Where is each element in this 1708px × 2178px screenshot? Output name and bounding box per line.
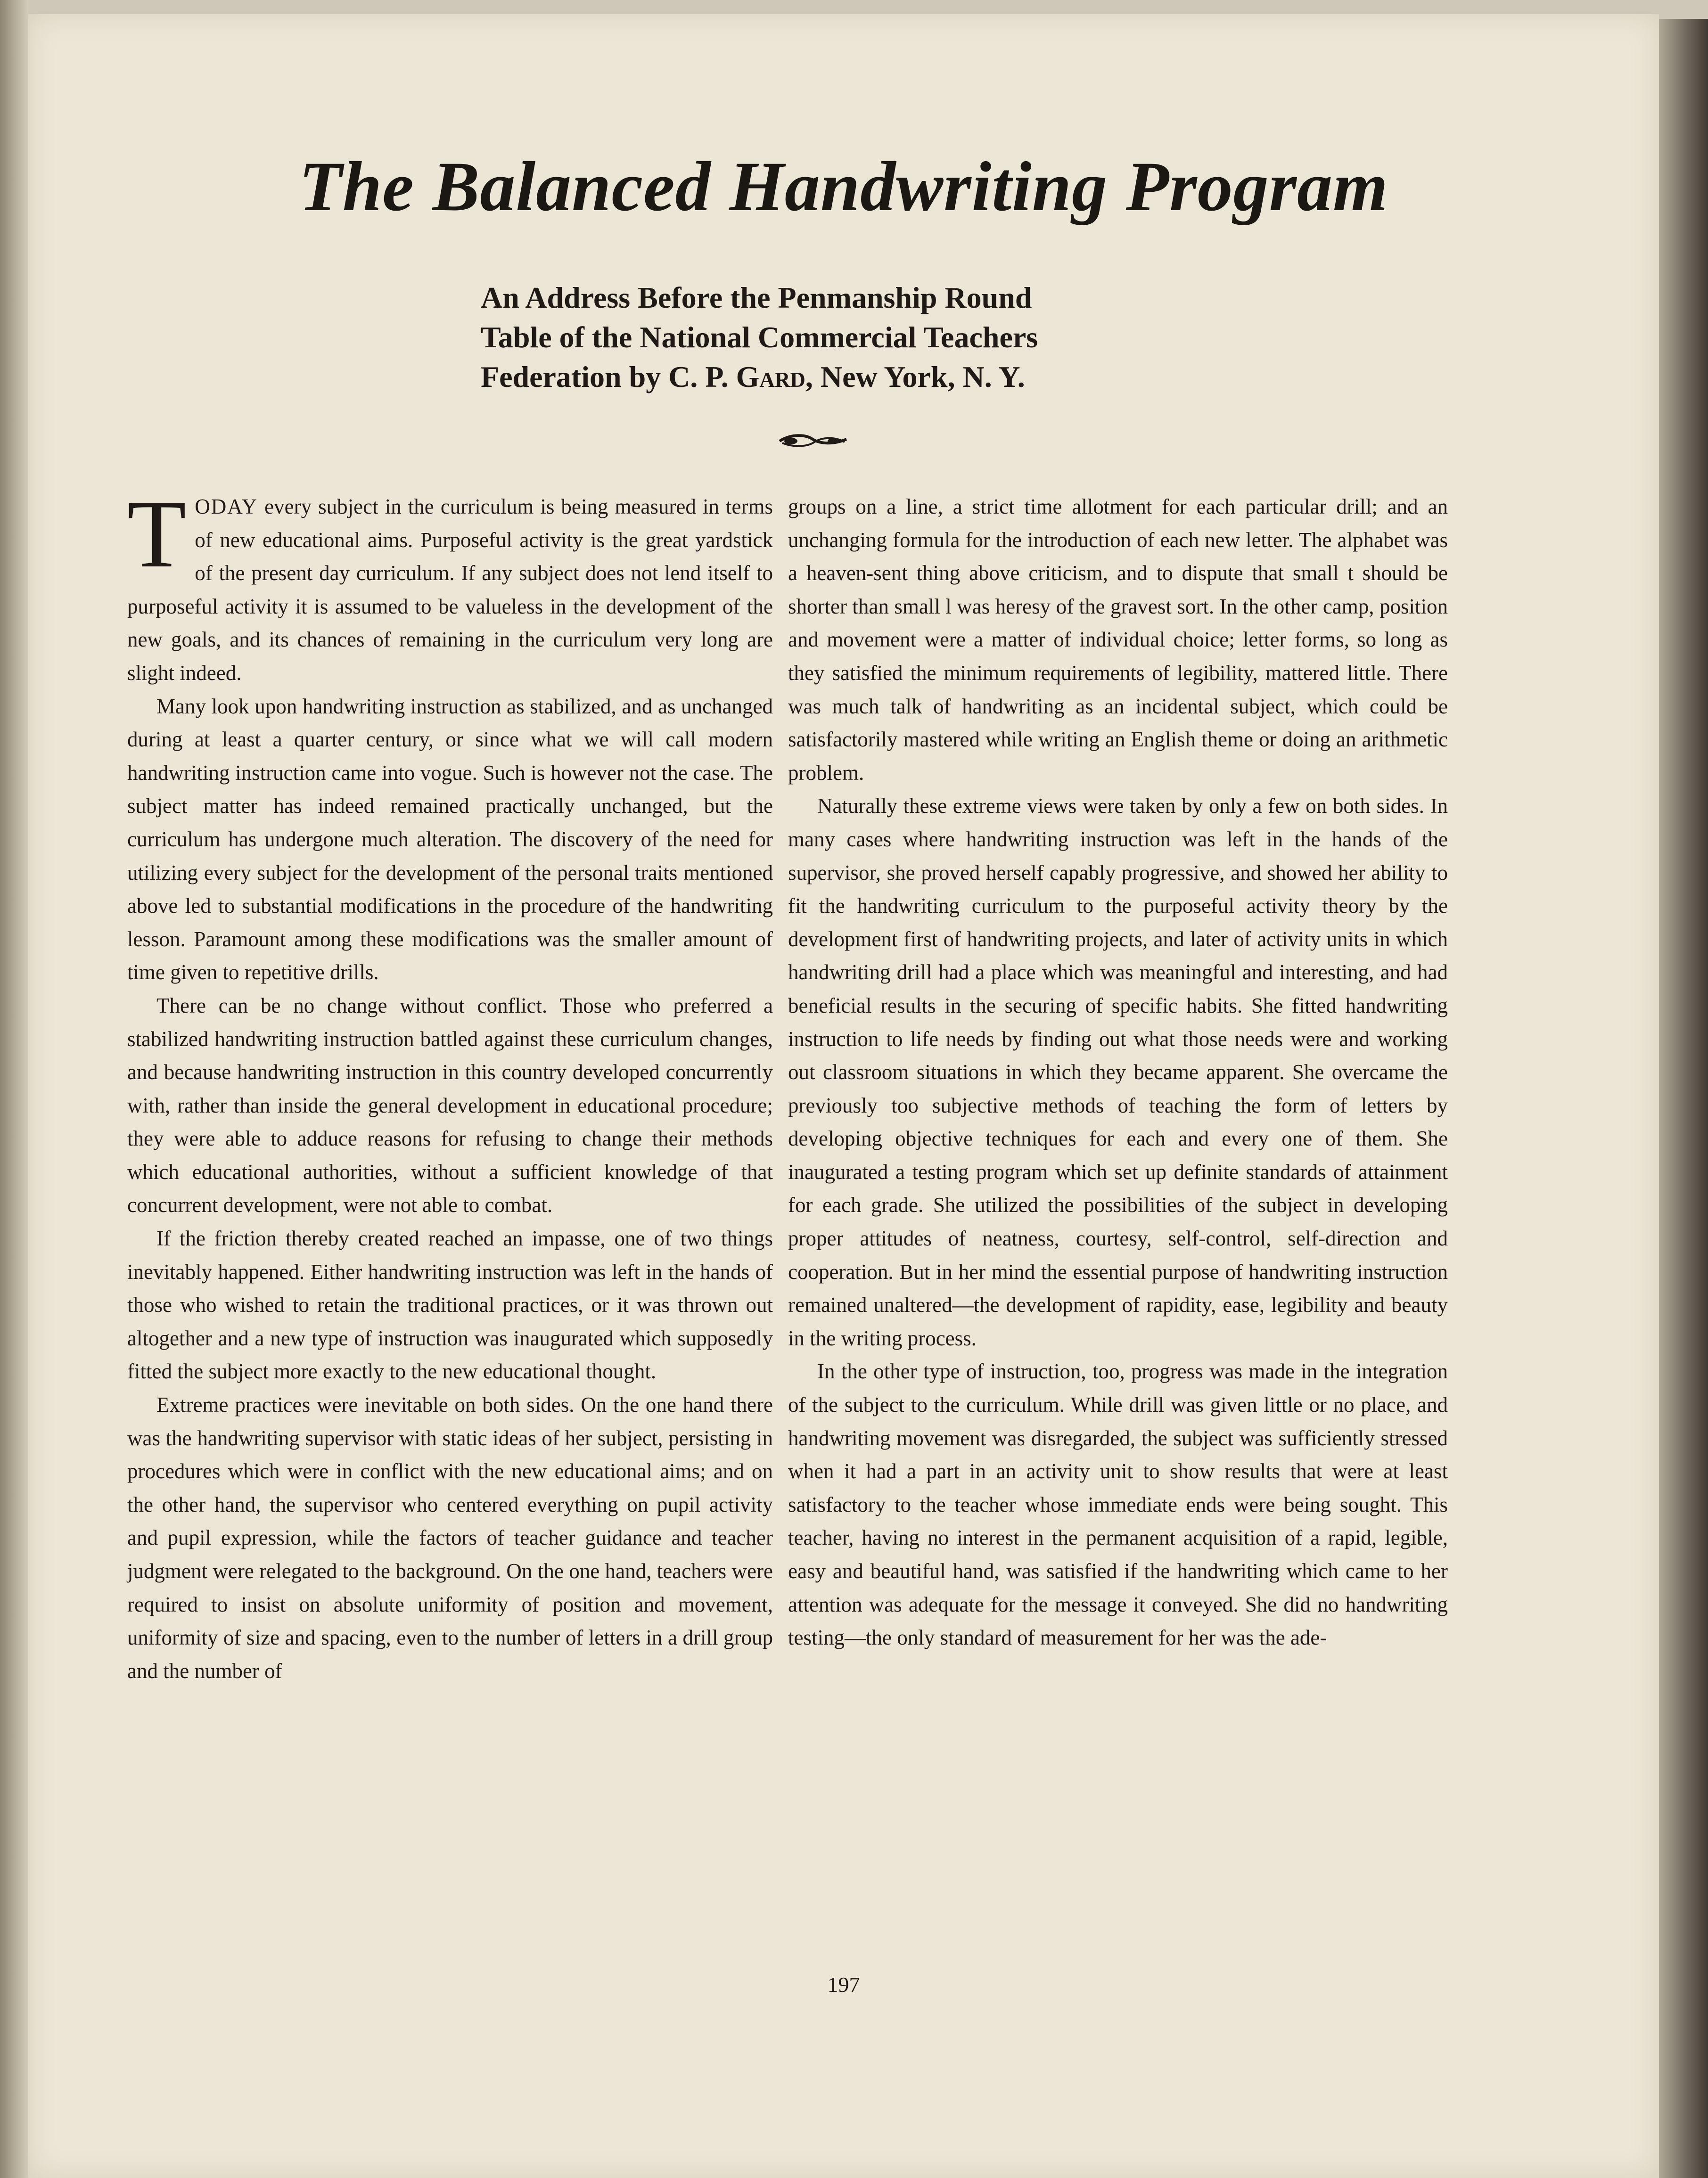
book-cover-edge [1656,19,1708,2178]
paragraph: Extreme practices were inevitable on both sides. On the one hand there was the handwriting supervisor with static ideas of her subject, persisting in procedures which were in conflict with the new educational aims; and on the other hand, the supervisor who centered everything on pupil activity and pupil expression, while the factors of teacher guidance and teacher judgment were relegated to the background. On the one hand, teachers were required to insist on absolute uniformity of position and movement, uniformity of size and spacing, even to the number of letters in a drill group and the number of [127,1393,773,1683]
printers-flourish-ornament-icon [778,429,848,452]
author-surname: Gard [736,360,805,393]
subtitle-line: Table of the National Commercial Teachers [481,320,1038,354]
subtitle-byline-prefix: Federation by C. P. [481,360,736,393]
page-number: 197 [827,1973,860,1997]
paragraph: Naturally these extreme views were taken by only a few on both sides. In many cases where handwriting instruction was left in the hands of the supervisor, she proved herself capably progressive, and showed her ability to fit the handwriting curriculum to the purposeful activity theory by the development first of handwriting projects, and later of activity units in which handwriting drill had a place which was meaningful and interesting, and had beneficial results in the securing of specific habits. She fitted handwriting instruction to life needs by finding out what those needs were and working out classroom situations in which they became apparent. She overcame the previously too subjective methods of teaching the form of letters by developing objective techniques for each and every one of them. She inaugurated a testing program which set up definite standards of attainment for each grade. She utilized the possibilities of the subject in developing proper attitudes of neatness, courtesy, self-control, self-direction and cooperation. But in her mind the essential purpose of handwriting instruction remained unaltered—the development of rapidity, ease, legibility and beauty in the writing process. [788,794,1448,1350]
subtitle-line: An Address Before the Penmanship Round [481,281,1032,314]
subtitle-line [481,357,1141,397]
paragraph [127,481,773,690]
drop-cap: T [127,481,187,588]
article-subtitle [481,278,1141,397]
paragraph-text: every subject in the curriculum is being measured in terms of new educational aims. Purposeful activity is the great yardstick of the present day curriculum. If any subject does not lend itself to purposeful activity it is assumed to be valueless in the development of the new goals, and its chances of remaining in the curriculum very long are slight indeed. [127,495,773,685]
lead-word: ODAY [195,495,258,518]
paragraph: Many look upon handwriting instruction as stabilized, and as unchanged during at least a quarter century, or since what we will call modern handwriting instruction came into vogue. Such is however not the case. The subject matter has indeed remained practically unchanged, but the curriculum has undergone much alteration. The discovery of the need for utilizing every subject for the development of the personal traits mentioned above led to substantial modifications in the procedure of the handwriting lesson. Paramount among these modifications was the smaller amount of time given to repetitive drills. [127,694,773,984]
text-column-right [788,490,1448,1654]
text-column-left [127,481,773,1687]
book-page [28,14,1659,2178]
paragraph: In the other type of instruction, too, progress was made in the integration of the subject to the curriculum. While drill was given little or no place, and handwriting movement was disregarded, the subject was sufficiently stressed when it had a part in an activity unit to show results that were at least satisfactory to the teacher whose immediate ends were being sought. This teacher, having no interest in the permanent acquisition of a rapid, legible, easy and beautiful hand, was satisfied if the handwriting which came to her attention was adequate for the message it conveyed. She did no handwriting testing—the only standard of measurement for her was the ade- [788,1359,1448,1650]
subtitle-byline-suffix: , New York, N. Y. [805,360,1025,393]
paragraph: groups on a line, a strict time allotment for each particular drill; and an unchanging formula for the introduction of each new letter. The alphabet was a heaven-sent thing above criticism, and to dispute that small t should be shorter than small l was heresy of the gravest sort. In the other camp, position and movement were a matter of individual choice; letter forms, so long as they satisfied the minimum requirements of legibility, mattered little. There was much talk of handwriting as an incidental subject, which could be satisfactorily mastered while writing an English theme or doing an arithmetic problem. [788,495,1448,785]
adjacent-page-edge [0,0,28,2178]
paragraph: There can be no change without conflict. Those who preferred a stabilized handwriting instruction battled against these curriculum changes, and because handwriting instruction in this country developed concurrently with, rather than inside the general development in educational procedure; they were able to adduce reasons for refusing to change their methods which educational authorities, without a sufficient knowledge of that concurrent development, were not able to combat. [127,993,773,1217]
article-title: The Balanced Handwriting Program [299,147,1388,226]
paragraph: If the friction thereby created reached an impasse, one of two things inevitably happened. Either handwriting instruction was left in the hands of those who wished to retain the traditional practices, or it was thrown out altogether and a new type of instruction was inaugurated which supposedly fitted the subject more exactly to the new educational thought. [127,1227,773,1384]
